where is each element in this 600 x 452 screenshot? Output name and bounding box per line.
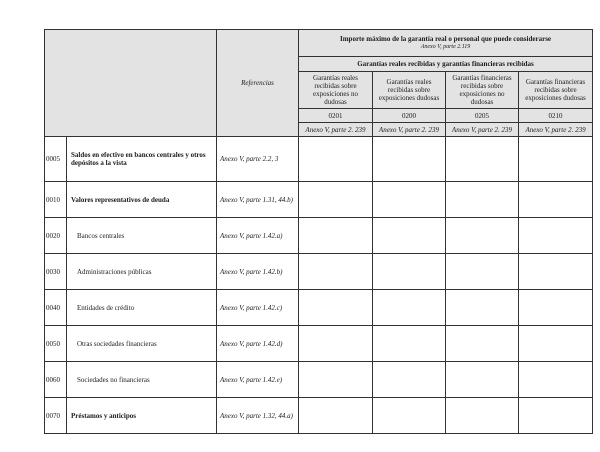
main-header-subtitle: Anexo V, parte 2.119 <box>420 44 471 51</box>
row-reference: Anexo V, parte 1.42.c) <box>217 290 299 326</box>
row-code: 0040 <box>45 290 67 326</box>
row-label: Saldos en efectivo en bancos centrales y otros depósitos a la vista <box>67 137 217 182</box>
value-cell[interactable] <box>373 254 446 290</box>
row-label: Otras sociedades financieras <box>67 326 217 362</box>
row-label: Sociedades no financieras <box>67 362 217 398</box>
value-cell[interactable] <box>373 290 446 326</box>
column-header: Garantías financieras recibidas sobre exposiciones no dudosas <box>446 72 519 109</box>
column-header: Garantías reales recibidas sobre exposiciones no dudosas <box>299 72 373 109</box>
row-reference: Anexo V, parte 1.31, 44.b) <box>217 182 299 218</box>
value-cell[interactable] <box>446 362 519 398</box>
row-reference: Anexo V, parte 1.42.d) <box>217 326 299 362</box>
table-row <box>45 326 593 362</box>
column-annex: Anexo V, parte 2. 239 <box>519 123 593 137</box>
column-annex: Anexo V, parte 2. 239 <box>373 123 446 137</box>
row-code: 0020 <box>45 218 67 254</box>
table-row <box>45 218 593 254</box>
value-cell[interactable] <box>373 218 446 254</box>
row-code: 0010 <box>45 182 67 218</box>
value-cell[interactable] <box>446 398 519 434</box>
value-cell[interactable] <box>373 398 446 434</box>
column-code: 0201 <box>299 109 373 123</box>
value-cell[interactable] <box>299 182 373 218</box>
row-label: Valores representativos de deuda <box>67 182 217 218</box>
row-label: Entidades de crédito <box>67 290 217 326</box>
row-reference: Anexo V, parte 1.42.b) <box>217 254 299 290</box>
value-cell[interactable] <box>299 218 373 254</box>
column-code: 0210 <box>519 109 593 123</box>
row-reference: Anexo V, parte 1.42.a) <box>217 218 299 254</box>
value-cell[interactable] <box>519 218 593 254</box>
value-cell[interactable] <box>373 326 446 362</box>
references-header: Referencias <box>217 30 299 137</box>
table-row <box>45 254 593 290</box>
table-row <box>45 137 593 182</box>
value-cell[interactable] <box>299 137 373 182</box>
value-cell[interactable] <box>373 362 446 398</box>
table-row <box>45 398 593 434</box>
value-cell[interactable] <box>519 290 593 326</box>
value-cell[interactable] <box>519 137 593 182</box>
value-cell[interactable] <box>519 398 593 434</box>
main-header-title: Importe máximo de la garantía real o personal que puede considerarse <box>340 35 552 44</box>
value-cell[interactable] <box>299 290 373 326</box>
group-header: Garantías reales recibidas y garantías financieras recibidas <box>299 57 593 72</box>
table-row <box>45 362 593 398</box>
column-annex: Anexo V, parte 2. 239 <box>446 123 519 137</box>
value-cell[interactable] <box>446 254 519 290</box>
value-cell[interactable] <box>373 137 446 182</box>
row-reference: Anexo V, parte 1.42.e) <box>217 362 299 398</box>
table-row <box>45 182 593 218</box>
value-cell[interactable] <box>446 137 519 182</box>
value-cell[interactable] <box>299 398 373 434</box>
value-cell[interactable] <box>373 182 446 218</box>
value-cell[interactable] <box>299 254 373 290</box>
value-cell[interactable] <box>519 254 593 290</box>
main-header <box>299 30 593 57</box>
value-cell[interactable] <box>446 326 519 362</box>
row-reference: Anexo V, parte 1.32, 44.a) <box>217 398 299 434</box>
value-cell[interactable] <box>446 290 519 326</box>
value-cell[interactable] <box>519 362 593 398</box>
row-label: Administraciones públicas <box>67 254 217 290</box>
row-code: 0030 <box>45 254 67 290</box>
guarantees-table <box>44 29 593 434</box>
value-cell[interactable] <box>519 326 593 362</box>
value-cell[interactable] <box>519 182 593 218</box>
header-blank-cell <box>45 30 217 137</box>
column-header: Garantías reales recibidas sobre exposiciones dudosas <box>373 72 446 109</box>
value-cell[interactable] <box>299 362 373 398</box>
row-code: 0060 <box>45 362 67 398</box>
value-cell[interactable] <box>446 218 519 254</box>
row-code: 0005 <box>45 137 67 182</box>
row-reference: Anexo V, parte 2.2, 3 <box>217 137 299 182</box>
row-label: Préstamos y anticipos <box>67 398 217 434</box>
column-annex: Anexo V, parte 2. 239 <box>299 123 373 137</box>
value-cell[interactable] <box>299 326 373 362</box>
column-code: 0200 <box>373 109 446 123</box>
table-row <box>45 290 593 326</box>
row-code: 0070 <box>45 398 67 434</box>
row-label: Bancos centrales <box>67 218 217 254</box>
column-header: Garantías financieras recibidas sobre exposiciones dudosas <box>519 72 593 109</box>
column-code: 0205 <box>446 109 519 123</box>
row-code: 0050 <box>45 326 67 362</box>
value-cell[interactable] <box>446 182 519 218</box>
